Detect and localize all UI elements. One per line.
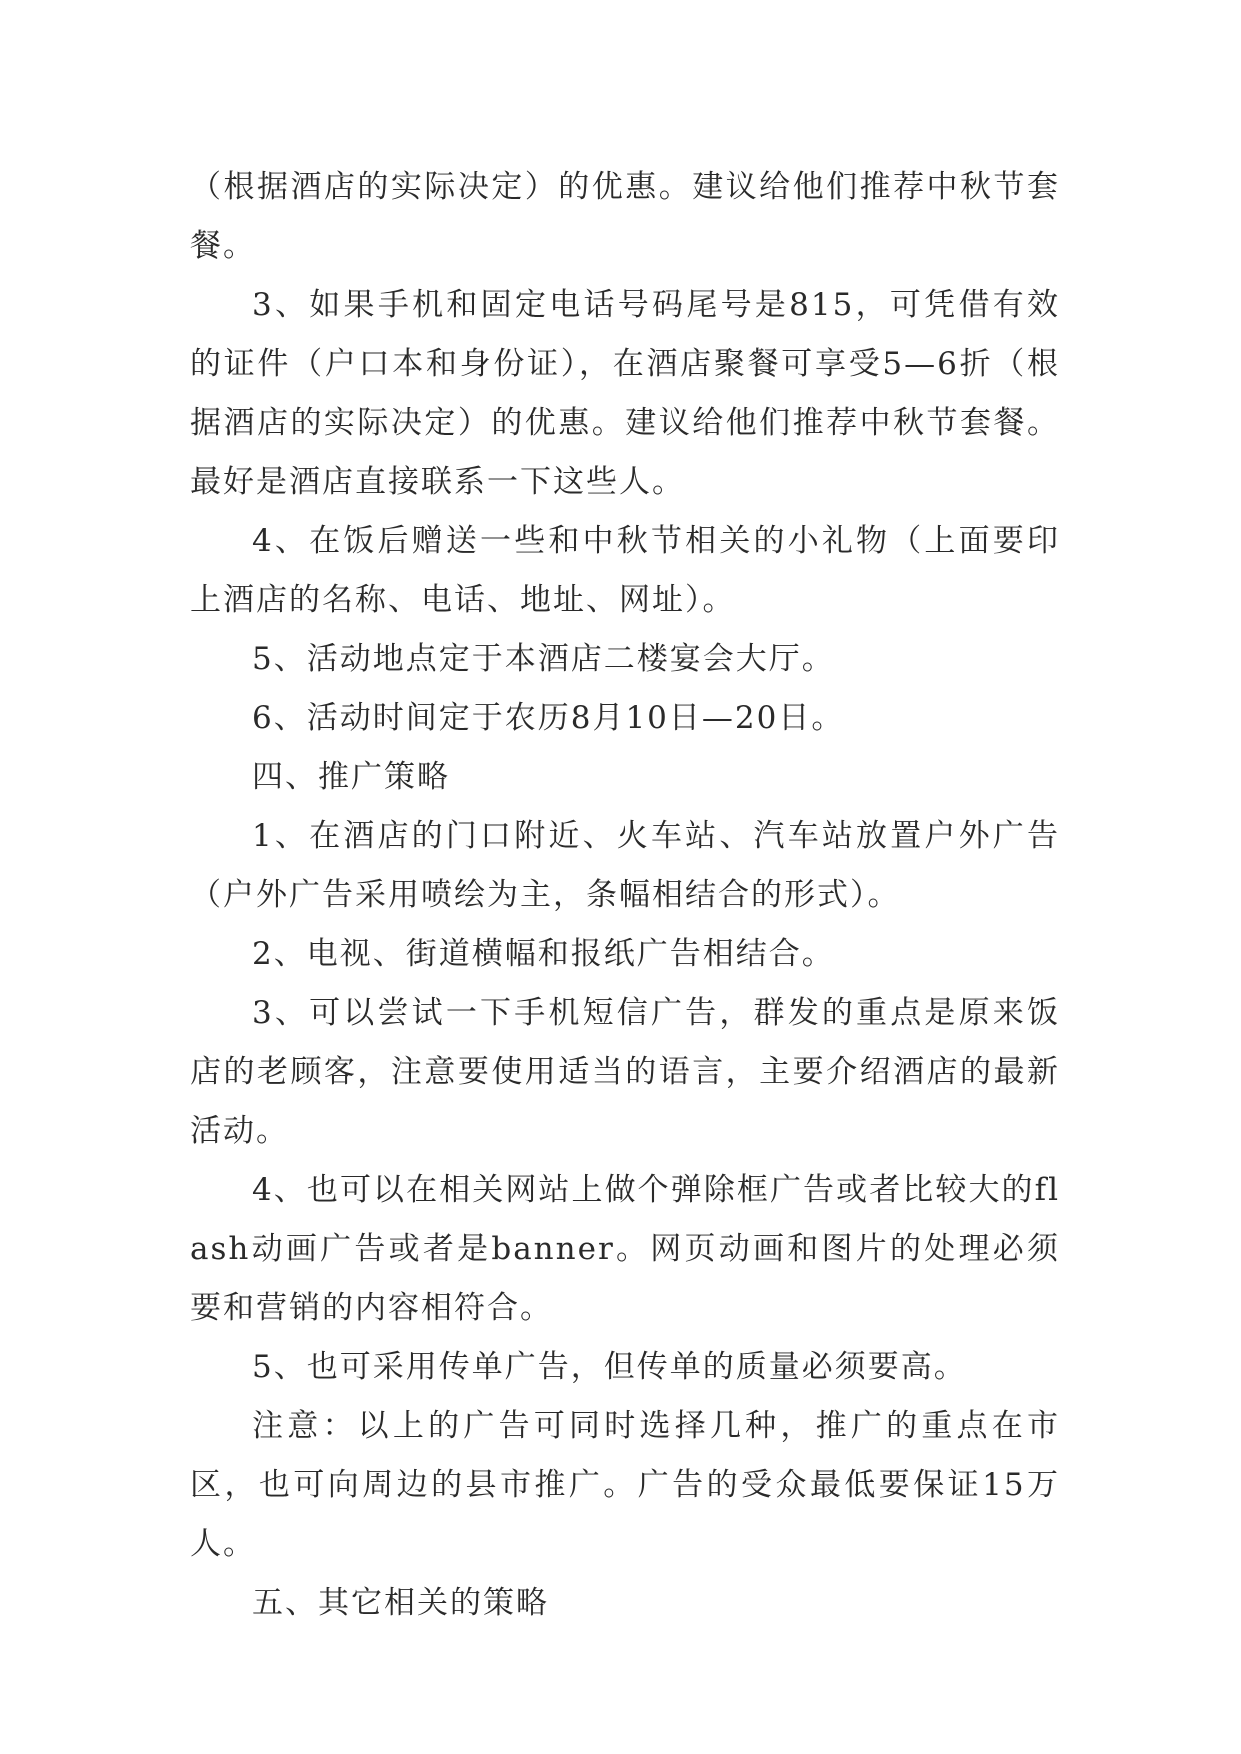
paragraph-2: 3、如果手机和固定电话号码尾号是815，可凭借有效的证件（户口本和身份证），在酒店聚餐可享受5—6折（根据酒店的实际决定）的优惠。建议给他们推荐中秋节套餐。最好是酒店直接联系一下这些人。	[190, 287, 1060, 500]
section-heading-5: 五、其它相关的策略	[252, 1585, 549, 1621]
paragraph-7: 1、在酒店的门口附近、火车站、汽车站放置户外广告（户外广告采用喷绘为主，条幅相结合的形式）。	[190, 818, 1060, 913]
paragraph-3: 4、在饭后赠送一些和中秋节相关的小礼物（上面要印上酒店的名称、电话、地址、网址）。	[190, 523, 1060, 618]
paragraph-8: 2、电视、街道横幅和报纸广告相结合。	[252, 936, 835, 972]
paragraph-11: 5、也可采用传单广告，但传单的质量必须要高。	[252, 1349, 967, 1385]
paragraph-10: 4、也可以在相关网站上做个弹除框广告或者比较大的flash动画广告或者是banner。网页动画和图片的处理必须要和营销的内容相符合。	[190, 1172, 1060, 1326]
paragraph-5: 6、活动时间定于农历8月10日—20日。	[252, 700, 845, 736]
section-heading-4: 四、推广策略	[252, 759, 450, 795]
note-paragraph: 注意：以上的广告可同时选择几种，推广的重点在市区，也可向周边的县市推广。广告的受众最低要保证15万人。	[190, 1408, 1060, 1562]
paragraph-1: （根据酒店的实际决定）的优惠。建议给他们推荐中秋节套餐。	[190, 169, 1060, 264]
document-body	[190, 158, 1060, 1633]
paragraph-9: 3、可以尝试一下手机短信广告，群发的重点是原来饭店的老顾客，注意要使用适当的语言，主要介绍酒店的最新活动。	[190, 995, 1060, 1149]
paragraph-4: 5、活动地点定于本酒店二楼宴会大厅。	[252, 641, 835, 677]
